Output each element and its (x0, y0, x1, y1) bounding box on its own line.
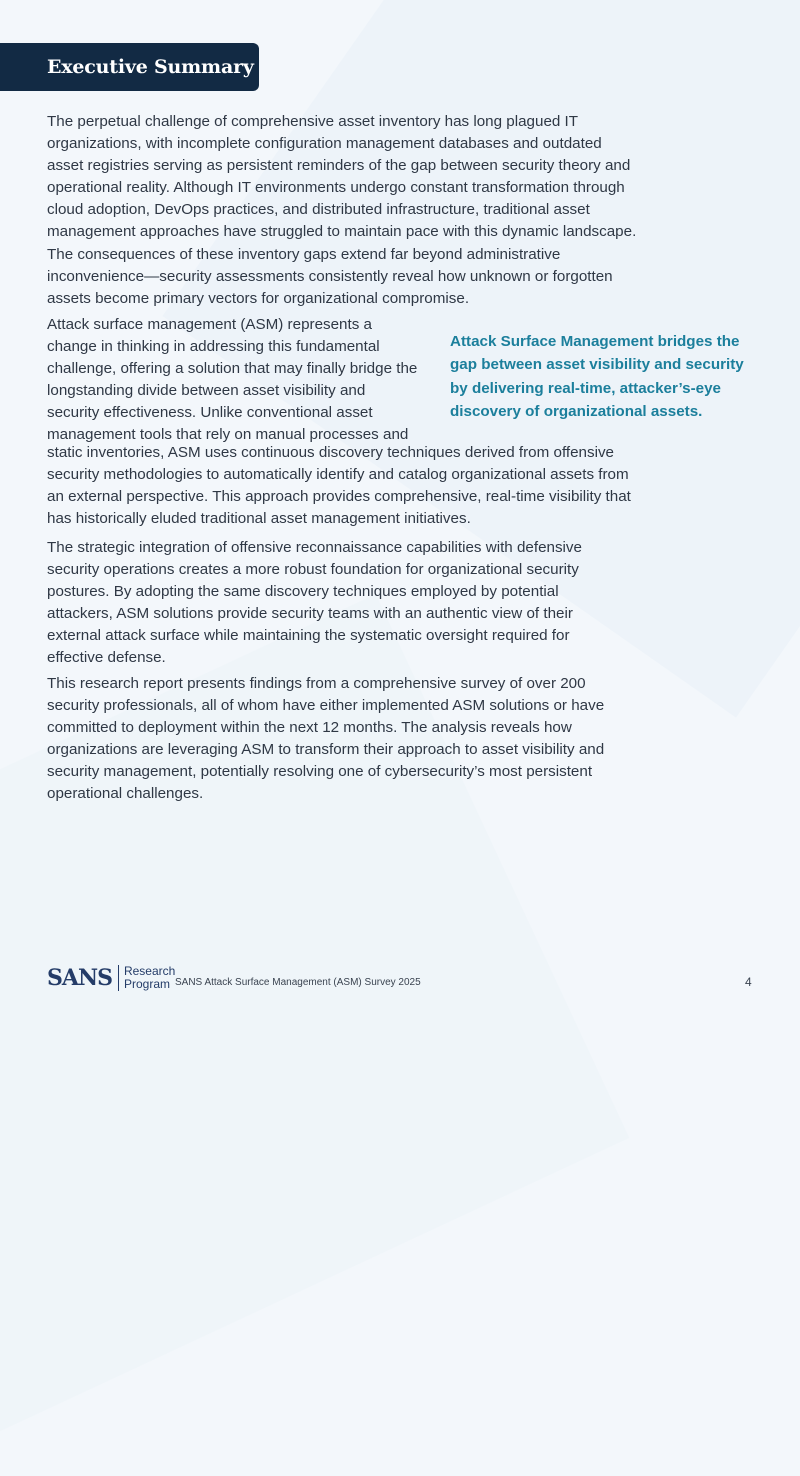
logo-wordmark: SANS (47, 965, 112, 991)
body-paragraph-3: The strategic integration of offensive reconnaissance capabilities with defensive security operations creates a more robust foundation for organizational security postures. By adopting the same discovery techniques employed by potential attackers, ASM solutions provide security teams with an authentic view of their external attack surface while maintaining the systematic oversight required for effective defense. (47, 539, 582, 667)
logo-line-program: Program (123, 977, 170, 991)
logo-line-research: Research (123, 964, 176, 978)
logo-subtitle (124, 965, 175, 991)
body-paragraph-2-bottom: static inventories, ASM uses continuous discovery techniques derived from offensive security methodologies to automatically identify and catalog organizational assets from an external perspective. This approach provides comprehensive, real-time visibility that has historically eluded traditional asset management initiatives. (47, 444, 631, 528)
section-title: Executive Summary (47, 56, 254, 78)
pull-quote: Attack Surface Management bridges the gap between asset visibility and security by delivering real-time, attacker’s-eye discovery of organizational assets. (450, 333, 744, 420)
body-paragraph-1: The perpetual challenge of comprehensive asset inventory has long plagued IT organizations, with incomplete configuration management databases and outdated asset registries serving as persistent reminders of the gap between security theory and operational reality. Although IT environments undergo constant transformation through cloud adoption, DevOps practices, and distributed infrastructure, traditional asset management approaches have struggled to maintain pace with this dynamic landscape. The consequences of these inventory gaps extend far beyond administrative inconvenience—security assessments consistently reveal how unknown or forgotten assets become primary vectors for organizational compromise. (47, 113, 637, 307)
footer-report-title: SANS Attack Surface Management (ASM) Survey 2025 (175, 977, 421, 988)
body-paragraph-4: This research report presents findings from a comprehensive survey of over 200 security professionals, all of whom have either implemented ASM solutions or have committed to deployment within the next 12 months. The analysis reveals how organizations are leveraging ASM to transform their approach to asset visibility and security management, potentially resolving one of cybersecurity’s most persistent operational challenges. (47, 675, 605, 803)
body-paragraph-2-top: Attack surface management (ASM) represents a change in thinking in addressing this fundamental challenge, offering a solution that may finally bridge the longstanding divide between asset visibility and security effectiveness. Unlike conventional asset management tools that rely on manual processes and (47, 316, 418, 444)
page-number: 4 (745, 975, 752, 989)
logo-divider (118, 965, 119, 991)
section-header (0, 43, 259, 91)
sans-research-logo (47, 964, 175, 992)
